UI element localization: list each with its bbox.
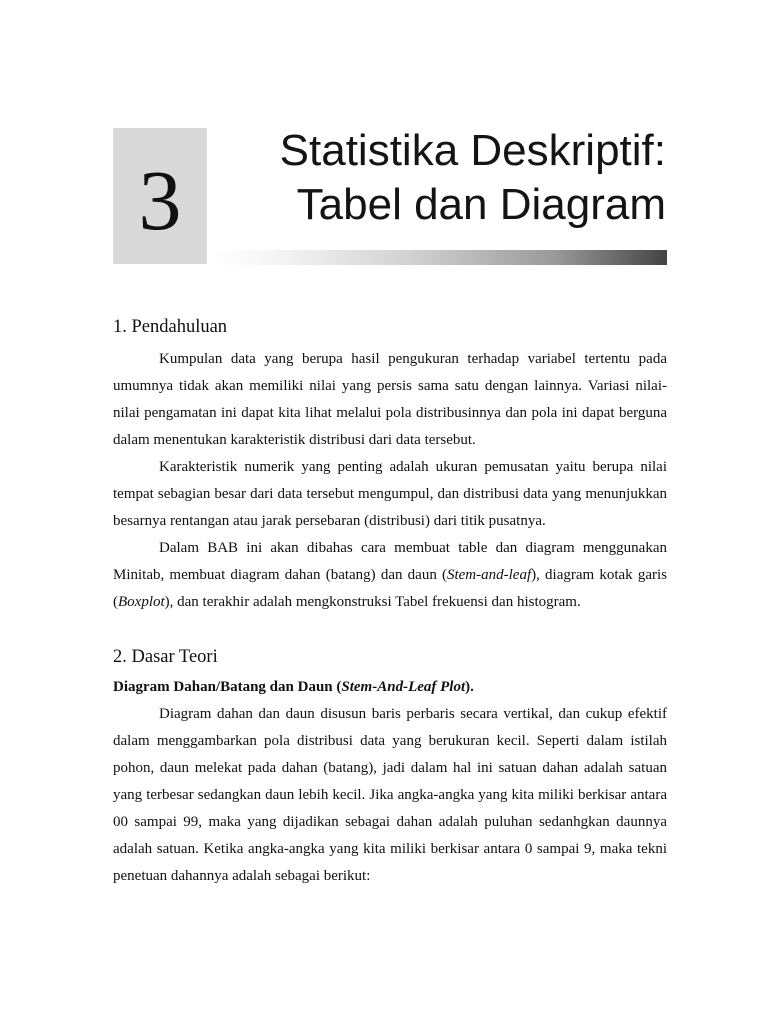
paragraph-text: ), diagram kotak garis ( [113, 567, 668, 610]
paragraph-dasar-teori-1: Diagram dahan dan daun disusun baris perbaris secara vertikal, dan cukup efektif dalam menggambarkan pola distribusi data yang berukuran kecil. Seperti dalam istilah pohon, daun melekat pada dahan (batang), jadi dalam hal ini satuan dahan adalah satuan yang terbesar sedangkan daun lebih kecil. Jika angka-angka yang kita miliki berkisar antara 00 sampai 99, maka yang dijadikan sebagai dahan adalah puluhan sedanhgkan daunnya adalah satuan. Ketika angka-angka yang kita miliki berkisar antara 0 sampai 9, maka tekni penetuan dahannya adalah sebagai berikut: [113, 706, 667, 884]
subheading-stem-and-leaf [113, 674, 667, 701]
section-heading-dasar-teori: 2. Dasar Teori [113, 647, 218, 667]
chapter-title [220, 124, 666, 232]
chapter-title-line-2: Tabel dan Diagram [296, 180, 666, 229]
chapter-title-line-1: Statistika Deskriptif: [279, 126, 666, 175]
page-content [113, 312, 667, 890]
chapter-number-box [113, 128, 207, 264]
section-heading-pendahuluan: 1. Pendahuluan [113, 317, 228, 337]
paragraph-pendahuluan-1: Kumpulan data yang berupa hasil pengukuran terhadap variabel tertentu pada umumnya tidak akan memiliki nilai yang persis sama satu dengan lainnya. Variasi nilai-nilai pengamatan ini dapat kita lihat melalui pola distribusinnya dan pola ini dapat berguna dalam menentukan karakteristik distribusi dari data tersebut. [113, 351, 667, 448]
paragraph-text: Dalam BAB ini akan dibahas cara membuat table dan diagram menggunakan Minitab, membuat diagram dahan (batang) dan daun ( [113, 540, 667, 583]
subheading-text: Diagram Dahan/Batang dan Daun ( [113, 679, 342, 695]
chapter-number: 3 [138, 152, 182, 248]
paragraph-pendahuluan-3 [113, 535, 667, 616]
subheading-italic-term: Stem-And-Leaf Plot [341, 679, 466, 695]
italic-term-boxplot: Boxplot [118, 594, 165, 610]
paragraph-pendahuluan-2: Karakteristik numerik yang penting adalah ukuran pemusatan yaitu berupa nilai tempat sebagian besar dari data tersebut mengumpul, dan distribusi data yang menunjukkan besarnya rentangan atau jarak persebaran (distribusi) dari titik pusatnya. [113, 459, 667, 529]
paragraph-text: ), dan terakhir adalah mengkonstruksi Tabel frekuensi dan histogram. [164, 594, 581, 610]
title-gradient-rule [213, 250, 667, 265]
italic-term-stem-and-leaf: Stem-and-leaf [446, 567, 532, 583]
subheading-text: ). [465, 679, 474, 695]
